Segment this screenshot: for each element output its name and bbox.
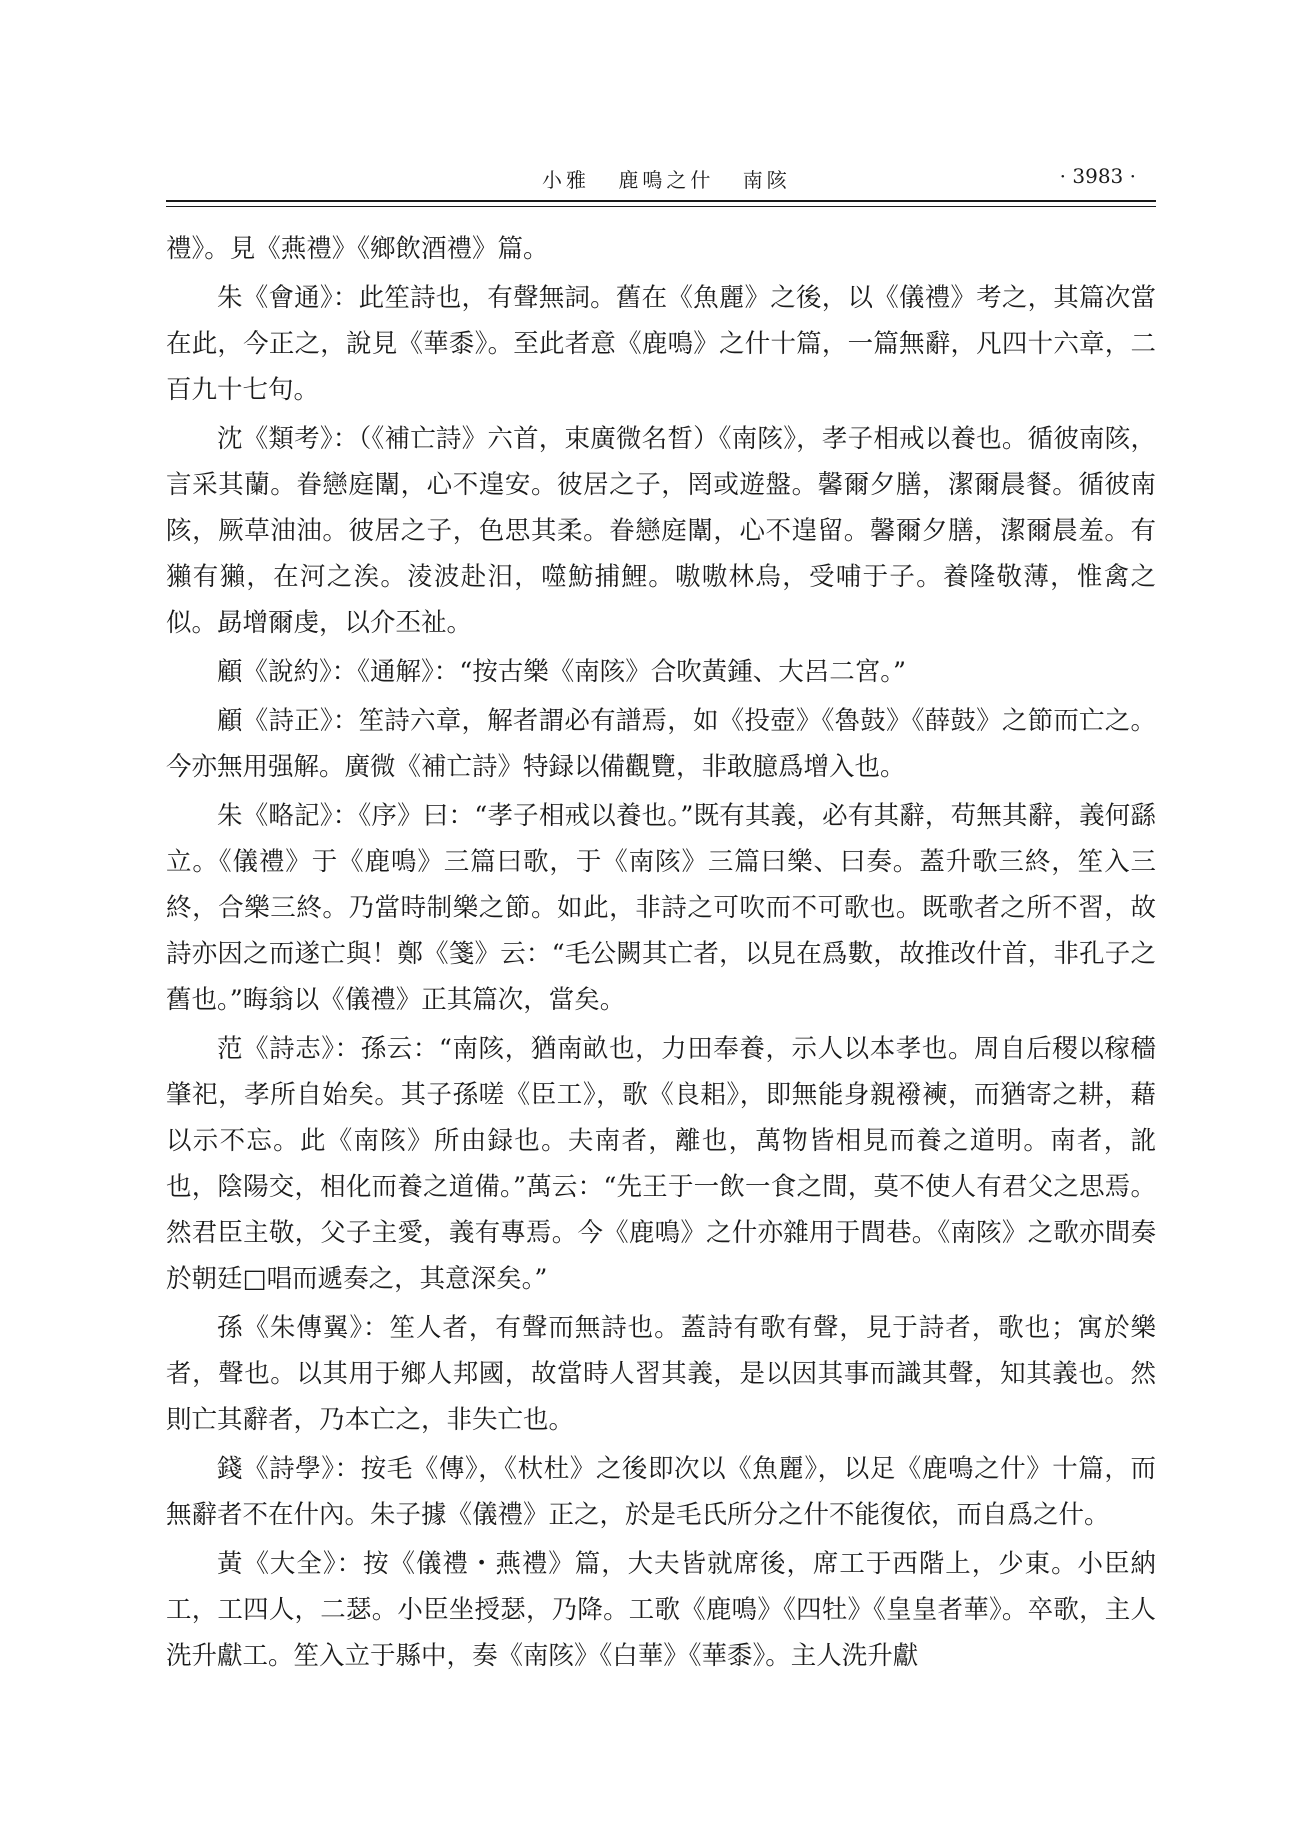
header-section: 小雅	[542, 168, 590, 192]
paragraph: 錢《詩學》：按毛《傳》，《杕杜》之後即次以《魚麗》，以足《鹿鳴之什》十篇，而無辭者不在什內。朱子據《儀禮》正之，於是毛氏所分之什不能復依，而自爲之什。	[166, 1454, 1156, 1530]
paragraph: 顧《說約》：《通解》：“按古樂《南陔》合吹黃鍾、大呂二宮。”	[217, 657, 907, 687]
body-text	[166, 226, 1156, 1682]
paragraph: 顧《詩正》：笙詩六章，解者謂必有譜焉，如《投壺》《魯鼓》《薛鼓》之節而亡之。今亦無用强解。廣微《補亡詩》特録以備觀覽，非敢臆爲增入也。	[166, 706, 1156, 782]
header-chapter: 鹿鳴之什	[618, 168, 715, 192]
paragraph: 黃《大全》：按《儀禮・燕禮》篇，大夫皆就席後，席工于西階上，少東。小臣納工，工四人，二瑟。小臣坐授瑟，乃降。工歌《鹿鳴》《四牡》《皇皇者華》。卒歌，主人洗升獻工。笙入立于縣中，奏《南陔》《白華》《華黍》。主人洗升獻	[166, 1549, 1156, 1671]
header-rule-thick	[166, 200, 1156, 202]
header-poem: 南陔	[742, 168, 791, 192]
page-number: · 3983 ·	[1059, 164, 1136, 188]
header-rule-thin	[166, 206, 1156, 207]
header-title	[542, 164, 809, 193]
paragraph: 范《詩志》：孫云：“南陔，猶南畝也，力田奉養，示人以本孝也。周自后稷以稼穡肇祀，孝所自始矣。其子孫嗟《臣工》，歌《良耜》，即無能身親襏襫，而猶寄之耕，藉以示不忘。此《南陔》所由録也。夫南者，離也，萬物皆相見而養之道明。南者，訛也，陰陽交，相化而養之道備。”萬云：“先王于一飲一食之間，莫不使人有君父之思焉。然君臣主敬，父子主愛，義有專焉。今《鹿鳴》之什亦雜用于閭巷。《南陔》之歌亦間奏於朝廷□唱而遞奏之，其意深矣。”	[166, 1034, 1156, 1294]
paragraph: 朱《略記》：《序》曰：“孝子相戒以養也。”既有其義，必有其辭，苟無其辭，義何繇立。《儀禮》于《鹿鳴》三篇曰歌，于《南陔》三篇曰樂、曰奏。蓋升歌三終，笙入三終，合樂三終。乃當時制樂之節。如此，非詩之可吹而不可歌也。既歌者之所不習，故詩亦因之而遂亡與！鄭《箋》云：“毛公闕其亡者，以見在爲數，故推改什首，非孔子之舊也。”晦翁以《儀禮》正其篇次，當矣。	[166, 801, 1156, 1015]
paragraph: 沈《類考》：（《補亡詩》六首，束廣微名晳）《南陔》，孝子相戒以養也。循彼南陔，言采其蘭。眷戀庭闈，心不遑安。彼居之子，罔或遊盤。馨爾夕膳，潔爾晨餐。循彼南陔，厥草油油。彼居之子，色思其柔。眷戀庭闈，心不遑留。馨爾夕膳，潔爾晨羞。有獺有獺，在河之涘。淩波赴汨，噬魴捕鯉。嗷嗷林烏，受哺于子。養隆敬薄，惟禽之似。勗增爾虔，以介丕祉。	[166, 424, 1156, 638]
paragraph: 孫《朱傳翼》：笙人者，有聲而無詩也。蓋詩有歌有聲，見于詩者，歌也；寓於樂者，聲也。以其用于鄉人邦國，故當時人習其義，是以因其事而識其聲，知其義也。然則亡其辭者，乃本亡之，非失亡也。	[166, 1313, 1156, 1435]
running-header	[170, 160, 1150, 196]
paragraph: 禮》。見《燕禮》《鄉飲酒禮》篇。	[166, 234, 549, 264]
paragraph: 朱《會通》：此笙詩也，有聲無詞。舊在《魚麗》之後，以《儀禮》考之，其篇次當在此，今正之，說見《華黍》。至此者意《鹿鳴》之什十篇，一篇無辭，凡四十六章，二百九十七句。	[166, 283, 1156, 405]
